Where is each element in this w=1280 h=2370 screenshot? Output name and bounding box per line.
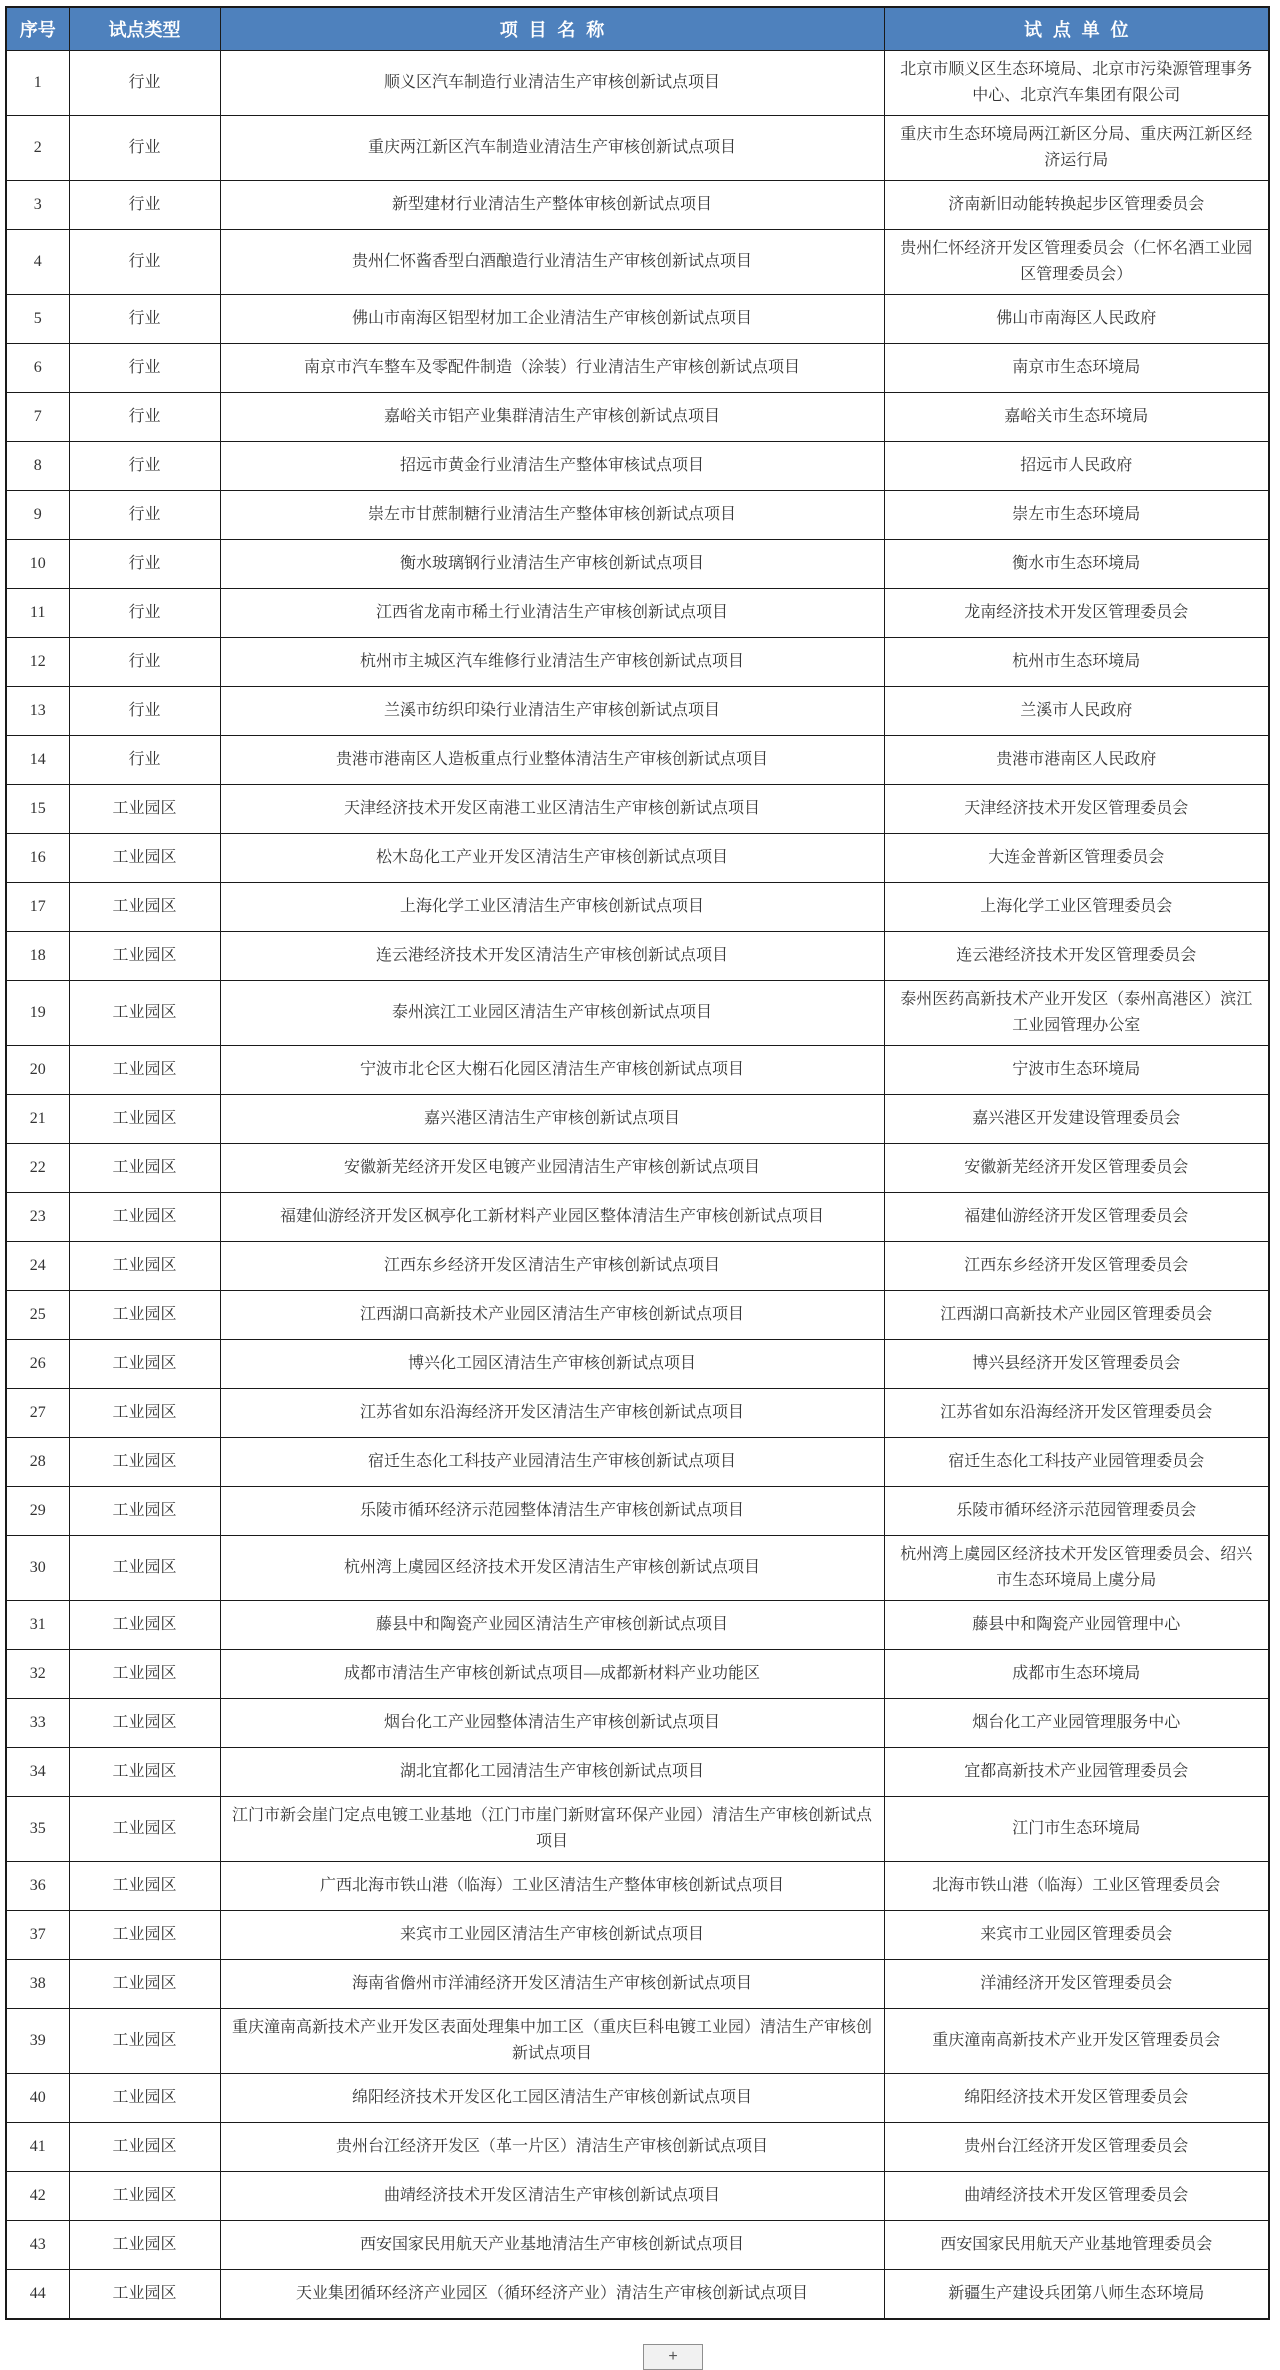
row-project-name: 泰州滨江工业园区清洁生产审核创新试点项目: [220, 981, 884, 1046]
row-pilot-unit: 北海市铁山港（临海）工业区管理委员会: [884, 1862, 1269, 1911]
row-project-name: 宁波市北仑区大榭石化园区清洁生产审核创新试点项目: [220, 1046, 884, 1095]
row-project-name: 连云港经济技术开发区清洁生产审核创新试点项目: [220, 932, 884, 981]
row-index: 4: [6, 230, 69, 295]
row-project-name: 绵阳经济技术开发区化工园区清洁生产审核创新试点项目: [220, 2074, 884, 2123]
table-row: [6, 785, 1269, 834]
row-index: 26: [6, 1340, 69, 1389]
row-index: 40: [6, 2074, 69, 2123]
row-pilot-unit: 藤县中和陶瓷产业园管理中心: [884, 1601, 1269, 1650]
row-project-name: 广西北海市铁山港（临海）工业区清洁生产整体审核创新试点项目: [220, 1862, 884, 1911]
row-pilot-unit: 烟台化工产业园管理服务中心: [884, 1699, 1269, 1748]
row-project-name: 上海化学工业区清洁生产审核创新试点项目: [220, 883, 884, 932]
row-project-name: 衡水玻璃钢行业清洁生产审核创新试点项目: [220, 540, 884, 589]
row-index: 22: [6, 1144, 69, 1193]
row-index: 36: [6, 1862, 69, 1911]
row-pilot-type: 工业园区: [69, 2074, 220, 2123]
row-index: 35: [6, 1797, 69, 1862]
row-pilot-type: 工业园区: [69, 785, 220, 834]
row-index: 17: [6, 883, 69, 932]
row-pilot-unit: 福建仙游经济开发区管理委员会: [884, 1193, 1269, 1242]
row-index: 32: [6, 1650, 69, 1699]
row-pilot-unit: 绵阳经济技术开发区管理委员会: [884, 2074, 1269, 2123]
row-project-name: 佛山市南海区铝型材加工企业清洁生产审核创新试点项目: [220, 295, 884, 344]
pilot-projects-table: [5, 6, 1270, 2320]
table-row: [6, 883, 1269, 932]
table-row: [6, 2123, 1269, 2172]
row-pilot-type: 工业园区: [69, 932, 220, 981]
row-pilot-unit: 宜都高新技术产业园管理委员会: [884, 1748, 1269, 1797]
row-pilot-type: 行业: [69, 638, 220, 687]
row-index: 23: [6, 1193, 69, 1242]
row-project-name: 安徽新芜经济开发区电镀产业园清洁生产审核创新试点项目: [220, 1144, 884, 1193]
row-pilot-unit: 佛山市南海区人民政府: [884, 295, 1269, 344]
row-pilot-unit: 曲靖经济技术开发区管理委员会: [884, 2172, 1269, 2221]
row-index: 34: [6, 1748, 69, 1797]
row-pilot-type: 工业园区: [69, 834, 220, 883]
row-index: 38: [6, 1960, 69, 2009]
row-project-name: 海南省儋州市洋浦经济开发区清洁生产审核创新试点项目: [220, 1960, 884, 2009]
row-project-name: 江门市新会崖门定点电镀工业基地（江门市崖门新财富环保产业园）清洁生产审核创新试点项目: [220, 1797, 884, 1862]
row-project-name: 杭州湾上虞园区经济技术开发区清洁生产审核创新试点项目: [220, 1536, 884, 1601]
row-project-name: 江苏省如东沿海经济开发区清洁生产审核创新试点项目: [220, 1389, 884, 1438]
header-cell-unit: 试点单位: [884, 7, 1269, 51]
row-pilot-unit: 来宾市工业园区管理委员会: [884, 1911, 1269, 1960]
row-pilot-type: 工业园区: [69, 981, 220, 1046]
row-index: 9: [6, 491, 69, 540]
row-pilot-unit: 重庆市生态环境局两江新区分局、重庆两江新区经济运行局: [884, 116, 1269, 181]
table-row: [6, 638, 1269, 687]
row-pilot-type: 工业园区: [69, 2123, 220, 2172]
header-row: [6, 7, 1269, 51]
row-project-name: 招远市黄金行业清洁生产整体审核试点项目: [220, 442, 884, 491]
table-row: [6, 1797, 1269, 1862]
row-pilot-unit: 天津经济技术开发区管理委员会: [884, 785, 1269, 834]
row-pilot-type: 行业: [69, 295, 220, 344]
row-project-name: 福建仙游经济开发区枫亭化工新材料产业园区整体清洁生产审核创新试点项目: [220, 1193, 884, 1242]
row-index: 20: [6, 1046, 69, 1095]
row-index: 2: [6, 116, 69, 181]
row-index: 5: [6, 295, 69, 344]
row-pilot-type: 行业: [69, 116, 220, 181]
row-index: 41: [6, 2123, 69, 2172]
row-pilot-type: 工业园区: [69, 1193, 220, 1242]
row-project-name: 湖北宜都化工园清洁生产审核创新试点项目: [220, 1748, 884, 1797]
row-index: 7: [6, 393, 69, 442]
row-project-name: 贵州仁怀酱香型白酒酿造行业清洁生产审核创新试点项目: [220, 230, 884, 295]
row-index: 42: [6, 2172, 69, 2221]
row-project-name: 曲靖经济技术开发区清洁生产审核创新试点项目: [220, 2172, 884, 2221]
row-pilot-type: 工业园区: [69, 2221, 220, 2270]
row-pilot-type: 行业: [69, 491, 220, 540]
row-pilot-unit: 招远市人民政府: [884, 442, 1269, 491]
row-index: 33: [6, 1699, 69, 1748]
table-row: [6, 1862, 1269, 1911]
row-pilot-unit: 贵港市港南区人民政府: [884, 736, 1269, 785]
row-pilot-type: 工业园区: [69, 1536, 220, 1601]
row-index: 43: [6, 2221, 69, 2270]
row-pilot-type: 行业: [69, 736, 220, 785]
table-row: [6, 1193, 1269, 1242]
row-pilot-unit: 江西东乡经济开发区管理委员会: [884, 1242, 1269, 1291]
row-pilot-unit: 江门市生态环境局: [884, 1797, 1269, 1862]
row-pilot-unit: 南京市生态环境局: [884, 344, 1269, 393]
row-pilot-type: 行业: [69, 687, 220, 736]
table-row: [6, 442, 1269, 491]
table-row: [6, 589, 1269, 638]
row-project-name: 来宾市工业园区清洁生产审核创新试点项目: [220, 1911, 884, 1960]
row-index: 15: [6, 785, 69, 834]
add-button[interactable]: +: [643, 2344, 703, 2370]
row-pilot-unit: 成都市生态环境局: [884, 1650, 1269, 1699]
row-project-name: 杭州市主城区汽车维修行业清洁生产审核创新试点项目: [220, 638, 884, 687]
row-pilot-unit: 重庆潼南高新技术产业开发区管理委员会: [884, 2009, 1269, 2074]
row-project-name: 江西省龙南市稀土行业清洁生产审核创新试点项目: [220, 589, 884, 638]
row-project-name: 嘉兴港区清洁生产审核创新试点项目: [220, 1095, 884, 1144]
row-pilot-type: 工业园区: [69, 1438, 220, 1487]
row-project-name: 崇左市甘蔗制糖行业清洁生产整体审核创新试点项目: [220, 491, 884, 540]
table-row: [6, 295, 1269, 344]
row-index: 29: [6, 1487, 69, 1536]
header-cell-no: 序号: [6, 7, 69, 51]
row-index: 30: [6, 1536, 69, 1601]
row-index: 39: [6, 2009, 69, 2074]
row-pilot-unit: 贵州仁怀经济开发区管理委员会（仁怀名酒工业园区管理委员会）: [884, 230, 1269, 295]
row-pilot-unit: 北京市顺义区生态环境局、北京市污染源管理事务中心、北京汽车集团有限公司: [884, 51, 1269, 116]
row-pilot-unit: 连云港经济技术开发区管理委员会: [884, 932, 1269, 981]
row-index: 1: [6, 51, 69, 116]
row-pilot-unit: 泰州医药高新技术产业开发区（泰州高港区）滨江工业园管理办公室: [884, 981, 1269, 1046]
row-pilot-unit: 西安国家民用航天产业基地管理委员会: [884, 2221, 1269, 2270]
table-row: [6, 687, 1269, 736]
row-pilot-type: 工业园区: [69, 1291, 220, 1340]
row-pilot-type: 工业园区: [69, 2270, 220, 2320]
row-pilot-unit: 江西湖口高新技术产业园区管理委员会: [884, 1291, 1269, 1340]
row-project-name: 江西湖口高新技术产业园区清洁生产审核创新试点项目: [220, 1291, 884, 1340]
row-index: 18: [6, 932, 69, 981]
table-row: [6, 932, 1269, 981]
row-project-name: 贵州台江经济开发区（革一片区）清洁生产审核创新试点项目: [220, 2123, 884, 2172]
row-project-name: 博兴化工园区清洁生产审核创新试点项目: [220, 1340, 884, 1389]
row-project-name: 贵港市港南区人造板重点行业整体清洁生产审核创新试点项目: [220, 736, 884, 785]
row-project-name: 江西东乡经济开发区清洁生产审核创新试点项目: [220, 1242, 884, 1291]
row-index: 44: [6, 2270, 69, 2320]
row-index: 6: [6, 344, 69, 393]
row-index: 27: [6, 1389, 69, 1438]
row-pilot-type: 工业园区: [69, 1797, 220, 1862]
row-pilot-unit: 兰溪市人民政府: [884, 687, 1269, 736]
row-project-name: 重庆两江新区汽车制造业清洁生产审核创新试点项目: [220, 116, 884, 181]
row-project-name: 天津经济技术开发区南港工业区清洁生产审核创新试点项目: [220, 785, 884, 834]
row-pilot-type: 工业园区: [69, 2009, 220, 2074]
table-row: [6, 736, 1269, 785]
row-project-name: 成都市清洁生产审核创新试点项目—成都新材料产业功能区: [220, 1650, 884, 1699]
row-pilot-type: 工业园区: [69, 1487, 220, 1536]
row-pilot-type: 工业园区: [69, 1601, 220, 1650]
row-pilot-type: 行业: [69, 344, 220, 393]
row-pilot-type: 工业园区: [69, 1144, 220, 1193]
table-row: [6, 540, 1269, 589]
row-index: 12: [6, 638, 69, 687]
row-pilot-type: 行业: [69, 230, 220, 295]
row-index: 14: [6, 736, 69, 785]
table-row: [6, 1911, 1269, 1960]
row-index: 24: [6, 1242, 69, 1291]
row-project-name: 天业集团循环经济产业园区（循环经济产业）清洁生产审核创新试点项目: [220, 2270, 884, 2320]
table-row: [6, 1095, 1269, 1144]
table-row: [6, 1960, 1269, 2009]
table-row: [6, 1748, 1269, 1797]
row-pilot-unit: 江苏省如东沿海经济开发区管理委员会: [884, 1389, 1269, 1438]
row-project-name: 松木岛化工产业开发区清洁生产审核创新试点项目: [220, 834, 884, 883]
table-row: [6, 2009, 1269, 2074]
table-row: [6, 1650, 1269, 1699]
row-pilot-type: 工业园区: [69, 1046, 220, 1095]
table-row: [6, 393, 1269, 442]
table-row: [6, 2172, 1269, 2221]
row-index: 13: [6, 687, 69, 736]
row-pilot-type: 工业园区: [69, 1340, 220, 1389]
row-pilot-unit: 济南新旧动能转换起步区管理委员会: [884, 181, 1269, 230]
row-project-name: 西安国家民用航天产业基地清洁生产审核创新试点项目: [220, 2221, 884, 2270]
row-pilot-unit: 新疆生产建设兵团第八师生态环境局: [884, 2270, 1269, 2320]
row-pilot-type: 工业园区: [69, 2172, 220, 2221]
table-row: [6, 181, 1269, 230]
table-row: [6, 1340, 1269, 1389]
row-pilot-type: 工业园区: [69, 1911, 220, 1960]
table-row: [6, 2270, 1269, 2320]
row-project-name: 烟台化工产业园整体清洁生产审核创新试点项目: [220, 1699, 884, 1748]
table-row: [6, 1487, 1269, 1536]
row-pilot-unit: 龙南经济技术开发区管理委员会: [884, 589, 1269, 638]
row-pilot-unit: 嘉峪关市生态环境局: [884, 393, 1269, 442]
row-pilot-type: 工业园区: [69, 1242, 220, 1291]
row-pilot-unit: 杭州市生态环境局: [884, 638, 1269, 687]
table-row: [6, 1291, 1269, 1340]
table-row: [6, 1699, 1269, 1748]
table-row: [6, 116, 1269, 181]
row-pilot-unit: 杭州湾上虞园区经济技术开发区管理委员会、绍兴市生态环境局上虞分局: [884, 1536, 1269, 1601]
row-index: 11: [6, 589, 69, 638]
row-pilot-unit: 衡水市生态环境局: [884, 540, 1269, 589]
table-row: [6, 834, 1269, 883]
row-pilot-type: 行业: [69, 51, 220, 116]
row-pilot-type: 行业: [69, 181, 220, 230]
row-index: 25: [6, 1291, 69, 1340]
row-pilot-unit: 宁波市生态环境局: [884, 1046, 1269, 1095]
row-pilot-type: 工业园区: [69, 1862, 220, 1911]
row-pilot-unit: 贵州台江经济开发区管理委员会: [884, 2123, 1269, 2172]
table-body: [6, 51, 1269, 2320]
table-row: [6, 344, 1269, 393]
table-row: [6, 2074, 1269, 2123]
row-pilot-type: 行业: [69, 442, 220, 491]
row-index: 21: [6, 1095, 69, 1144]
row-pilot-unit: 洋浦经济开发区管理委员会: [884, 1960, 1269, 2009]
header-cell-project: 项目名称: [220, 7, 884, 51]
row-pilot-type: 行业: [69, 589, 220, 638]
header-cell-type: 试点类型: [69, 7, 220, 51]
table-row: [6, 51, 1269, 116]
row-pilot-unit: 安徽新芜经济开发区管理委员会: [884, 1144, 1269, 1193]
table-row: [6, 1389, 1269, 1438]
row-pilot-unit: 崇左市生态环境局: [884, 491, 1269, 540]
row-index: 10: [6, 540, 69, 589]
row-project-name: 顺义区汽车制造行业清洁生产审核创新试点项目: [220, 51, 884, 116]
row-pilot-unit: 宿迁生态化工科技产业园管理委员会: [884, 1438, 1269, 1487]
row-pilot-type: 工业园区: [69, 1960, 220, 2009]
row-pilot-type: 行业: [69, 393, 220, 442]
row-pilot-unit: 乐陵市循环经济示范园管理委员会: [884, 1487, 1269, 1536]
table-row: [6, 1536, 1269, 1601]
row-pilot-type: 工业园区: [69, 1095, 220, 1144]
row-project-name: 嘉峪关市铝产业集群清洁生产审核创新试点项目: [220, 393, 884, 442]
row-index: 31: [6, 1601, 69, 1650]
table-row: [6, 1438, 1269, 1487]
row-pilot-unit: 嘉兴港区开发建设管理委员会: [884, 1095, 1269, 1144]
row-index: 3: [6, 181, 69, 230]
row-project-name: 宿迁生态化工科技产业园清洁生产审核创新试点项目: [220, 1438, 884, 1487]
row-project-name: 重庆潼南高新技术产业开发区表面处理集中加工区（重庆巨科电镀工业园）清洁生产审核创新试点项目: [220, 2009, 884, 2074]
table-row: [6, 2221, 1269, 2270]
row-pilot-type: 工业园区: [69, 1748, 220, 1797]
table-row: [6, 1046, 1269, 1095]
row-index: 8: [6, 442, 69, 491]
row-pilot-type: 工业园区: [69, 1699, 220, 1748]
table-row: [6, 230, 1269, 295]
row-pilot-type: 工业园区: [69, 1650, 220, 1699]
row-pilot-type: 行业: [69, 540, 220, 589]
table-row: [6, 1144, 1269, 1193]
row-index: 16: [6, 834, 69, 883]
row-pilot-type: 工业园区: [69, 883, 220, 932]
row-pilot-type: 工业园区: [69, 1389, 220, 1438]
row-pilot-unit: 上海化学工业区管理委员会: [884, 883, 1269, 932]
table-header: [6, 7, 1269, 51]
table-row: [6, 1242, 1269, 1291]
table-row: [6, 1601, 1269, 1650]
row-project-name: 藤县中和陶瓷产业园区清洁生产审核创新试点项目: [220, 1601, 884, 1650]
row-pilot-unit: 博兴县经济开发区管理委员会: [884, 1340, 1269, 1389]
table-row: [6, 981, 1269, 1046]
row-project-name: 新型建材行业清洁生产整体审核创新试点项目: [220, 181, 884, 230]
row-project-name: 南京市汽车整车及零配件制造（涂装）行业清洁生产审核创新试点项目: [220, 344, 884, 393]
row-index: 28: [6, 1438, 69, 1487]
table-row: [6, 491, 1269, 540]
row-project-name: 乐陵市循环经济示范园整体清洁生产审核创新试点项目: [220, 1487, 884, 1536]
row-index: 37: [6, 1911, 69, 1960]
row-pilot-unit: 大连金普新区管理委员会: [884, 834, 1269, 883]
row-project-name: 兰溪市纺织印染行业清洁生产审核创新试点项目: [220, 687, 884, 736]
row-index: 19: [6, 981, 69, 1046]
